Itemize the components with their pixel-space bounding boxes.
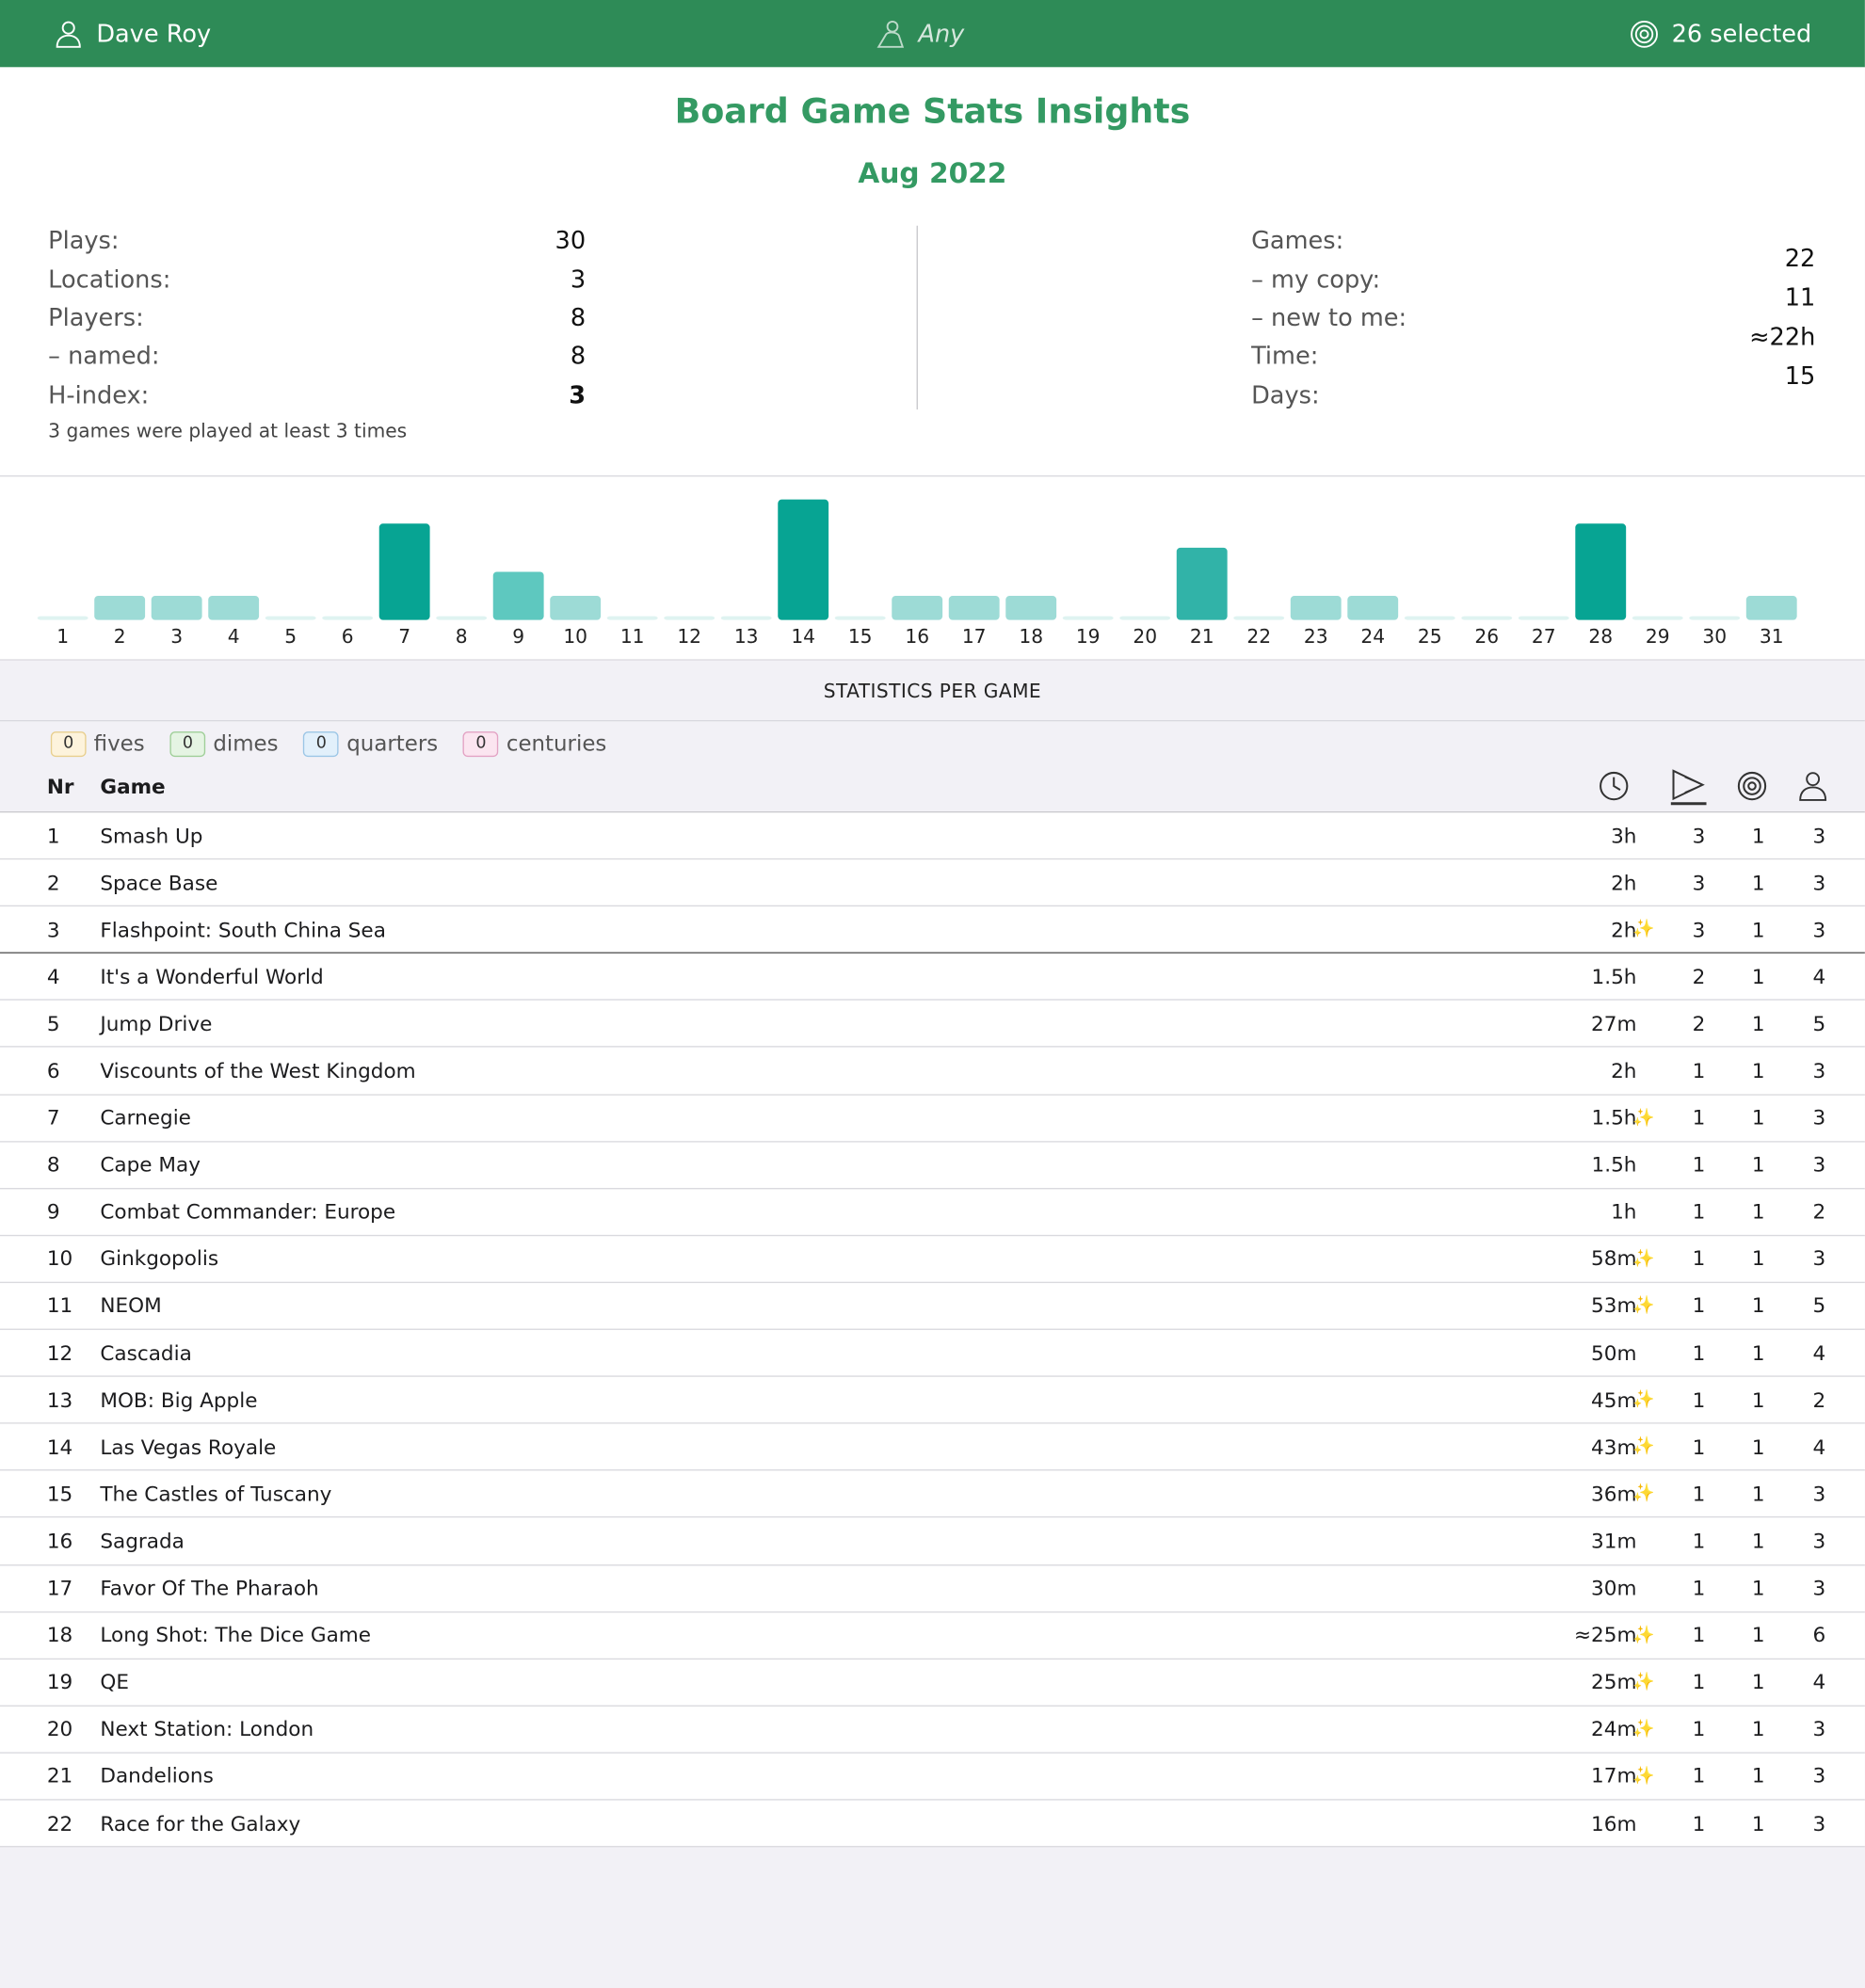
row-number: 21 [46, 1764, 73, 1788]
location-selector[interactable] [1629, 19, 1811, 49]
chart-bar-day-11 [607, 617, 658, 620]
player-count: 3 [1812, 1246, 1826, 1272]
chart-bar-day-10 [550, 596, 601, 620]
section-title: STATISTICS PER GAME [0, 661, 1865, 722]
player-count: 3 [1812, 1482, 1826, 1506]
sparkles-icon: ✨ [1632, 1625, 1655, 1645]
location-count: 1 [1751, 1529, 1765, 1553]
stat-label: – my copy: [1251, 265, 1381, 294]
chart-tick-label: 5 [284, 624, 297, 648]
chart-bar-day-27 [1519, 617, 1569, 620]
milestone-legend [51, 731, 622, 757]
location-count: 1 [1751, 870, 1765, 895]
chart-bar-day-26 [1461, 617, 1512, 620]
selection-count: 26 selected [1671, 19, 1812, 48]
location-count: 1 [1751, 1293, 1765, 1319]
play-icon[interactable] [1669, 767, 1707, 805]
period-title: Aug 2022 [858, 158, 1007, 191]
daily-plays-chart-svg [0, 476, 1865, 660]
player-count: 3 [1812, 917, 1826, 942]
row-number: 3 [46, 917, 60, 942]
location-count: 1 [1751, 1435, 1765, 1459]
chart-bar-day-6 [322, 617, 373, 620]
clock-icon[interactable] [1598, 770, 1631, 803]
chart-tick-label: 20 [1133, 624, 1158, 648]
chart-tick-label: 12 [677, 624, 702, 648]
table-row[interactable] [0, 1236, 1865, 1283]
play-count: 1 [1692, 1482, 1706, 1506]
stat-label: – new to me: [1251, 304, 1407, 332]
player-count: 4 [1812, 1435, 1826, 1459]
chart-tick-label: 9 [512, 624, 525, 648]
row-number: 2 [46, 870, 60, 895]
chart-tick-label: 10 [563, 624, 588, 648]
table-row[interactable] [0, 1330, 1865, 1377]
stat-value: 3 [570, 265, 587, 294]
row-number: 4 [46, 964, 60, 989]
location-count: 1 [1751, 1717, 1765, 1741]
chart-bar-day-29 [1632, 617, 1683, 620]
play-time: 3h [1611, 823, 1637, 848]
chart-bar-day-15 [835, 617, 886, 620]
game-name: Next Station: London [100, 1717, 314, 1741]
play-time: 24m [1591, 1717, 1637, 1741]
chart-tick-label: 1 [56, 624, 70, 648]
chart-tick-label: 6 [341, 624, 354, 648]
legend-count: 0 [463, 731, 499, 757]
player-filter-icon [876, 19, 906, 49]
chart-bar-day-4 [208, 596, 259, 620]
table-row[interactable] [0, 1518, 1865, 1565]
row-number: 12 [46, 1340, 73, 1366]
stat-label: H-index: [48, 381, 150, 409]
table-row[interactable] [0, 1001, 1865, 1048]
player-count: 4 [1812, 1340, 1826, 1366]
chart-tick-label: 28 [1588, 624, 1614, 648]
legend-label: fives [93, 731, 145, 758]
row-number: 14 [46, 1435, 73, 1459]
stat-value: 3 [569, 381, 587, 409]
table-row[interactable] [0, 1095, 1865, 1142]
location-count: 1 [1751, 823, 1765, 848]
player-count: 3 [1812, 1529, 1826, 1553]
row-number: 15 [46, 1482, 73, 1506]
chart-tick-label: 8 [455, 624, 468, 648]
target-icon[interactable] [1735, 770, 1768, 803]
target-icon [1629, 19, 1659, 49]
chart-bar-day-8 [436, 617, 487, 620]
play-count: 1 [1692, 1764, 1706, 1788]
play-count: 1 [1692, 1246, 1706, 1272]
play-time: 30m [1591, 1576, 1637, 1600]
play-time: 2h [1611, 1058, 1637, 1083]
stat-label: Locations: [48, 265, 171, 294]
chart-bar-day-12 [664, 617, 715, 620]
game-name: Smash Up [100, 823, 203, 848]
player-count: 3 [1812, 1576, 1826, 1600]
table-row[interactable] [0, 859, 1865, 906]
sparkles-icon: ✨ [1632, 1672, 1655, 1692]
location-count: 1 [1751, 1623, 1765, 1647]
player-count: 3 [1812, 1152, 1826, 1178]
top-bar [0, 0, 1865, 67]
chart-bar-day-21 [1177, 548, 1228, 620]
play-count: 3 [1692, 870, 1706, 895]
row-number: 17 [46, 1576, 73, 1600]
location-count: 1 [1751, 1670, 1765, 1694]
location-count: 1 [1751, 1387, 1765, 1413]
chart-tick-label: 16 [905, 624, 930, 648]
stat-label: Players: [48, 304, 144, 332]
play-time: 1.5h [1591, 1105, 1637, 1130]
legend-count: 0 [170, 731, 206, 757]
play-count: 2 [1692, 1011, 1706, 1036]
row-number: 11 [46, 1293, 73, 1319]
game-name: Las Vegas Royale [100, 1435, 277, 1459]
play-time: 31m [1591, 1529, 1637, 1553]
chart-tick-label: 31 [1759, 624, 1784, 648]
player-count: 3 [1812, 1764, 1826, 1788]
table-row[interactable] [0, 1565, 1865, 1612]
stat-locations [48, 261, 586, 299]
stat-value: 22 [1784, 245, 1816, 274]
play-time: 27m [1591, 1011, 1637, 1036]
stat-label: Plays: [48, 227, 120, 255]
stat-h-index [48, 376, 586, 414]
legend-fives [51, 731, 145, 757]
chart-tick-label: 15 [847, 624, 873, 648]
row-number: 7 [46, 1105, 60, 1130]
play-time: 1.5h [1591, 1152, 1637, 1178]
sparkles-icon: ✨ [1632, 919, 1655, 940]
daily-plays-chart [0, 476, 1865, 660]
chart-tick-label: 21 [1189, 624, 1214, 648]
chart-bar-day-7 [379, 523, 430, 619]
game-name: QE [100, 1670, 129, 1694]
game-name: Race for the Galaxy [100, 1811, 301, 1836]
play-time: 1h [1611, 1199, 1637, 1225]
play-time: 17m [1591, 1764, 1637, 1788]
location-count: 1 [1751, 917, 1765, 942]
game-name: MOB: Big Apple [100, 1387, 258, 1413]
stat-label: Days: [1251, 381, 1320, 409]
sparkles-icon: ✨ [1632, 1766, 1655, 1787]
table-row[interactable] [0, 1612, 1865, 1659]
chart-bar-day-3 [152, 596, 202, 620]
chart-bar-day-31 [1746, 596, 1797, 620]
location-count: 1 [1751, 1811, 1765, 1836]
chart-tick-label: 4 [227, 624, 240, 648]
play-time: ≈25m [1573, 1623, 1637, 1647]
chart-bar-day-24 [1347, 596, 1398, 620]
row-number: 8 [46, 1152, 60, 1178]
chart-tick-label: 2 [113, 624, 126, 648]
play-count: 3 [1692, 917, 1706, 942]
chart-tick-label: 30 [1702, 624, 1728, 648]
legend-dimes [170, 731, 279, 757]
location-count: 1 [1751, 1482, 1765, 1506]
chart-tick-label: 18 [1019, 624, 1044, 648]
table-header [0, 721, 1865, 812]
player-count: 4 [1812, 964, 1826, 989]
table-row[interactable] [0, 812, 1865, 859]
player-count: 6 [1812, 1623, 1826, 1647]
sparkles-icon: ✨ [1632, 1389, 1655, 1410]
stat-value: 8 [570, 304, 587, 332]
play-count: 1 [1692, 1623, 1706, 1647]
location-count: 1 [1751, 1576, 1765, 1600]
game-name: Flashpoint: South China Sea [100, 917, 386, 942]
stats-left [48, 222, 586, 442]
chart-bar-day-13 [721, 617, 772, 620]
table-row[interactable] [0, 954, 1865, 1001]
sparkles-icon: ✨ [1632, 1107, 1655, 1129]
stat-label: – named: [48, 343, 160, 371]
chart-tick-label: 7 [398, 624, 411, 648]
player-filter-label: Any [918, 19, 965, 48]
chart-tick-label: 13 [733, 624, 759, 648]
play-count: 1 [1692, 1717, 1706, 1741]
row-number: 1 [46, 823, 60, 848]
row-number: 10 [46, 1246, 73, 1272]
game-name: Viscounts of the West Kingdom [100, 1058, 416, 1083]
player-count: 3 [1812, 1105, 1826, 1130]
chart-tick-label: 24 [1360, 624, 1386, 648]
play-time: 2h [1611, 917, 1637, 942]
table-row[interactable] [0, 1283, 1865, 1330]
chart-bar-day-20 [1119, 617, 1170, 620]
chart-bar-day-30 [1689, 617, 1740, 620]
play-time: 58m [1591, 1246, 1637, 1272]
row-number: 22 [46, 1811, 73, 1836]
chart-bar-day-1 [38, 617, 88, 620]
location-count: 1 [1751, 1246, 1765, 1272]
location-count: 1 [1751, 1105, 1765, 1130]
chart-tick-label: 14 [791, 624, 816, 648]
table-row[interactable] [0, 1707, 1865, 1754]
play-count: 1 [1692, 1435, 1706, 1459]
chart-tick-label: 25 [1417, 624, 1442, 648]
row-number: 5 [46, 1011, 60, 1036]
game-name: NEOM [100, 1293, 162, 1319]
play-time: 25m [1591, 1670, 1637, 1694]
user-name: Dave Roy [96, 19, 212, 48]
legend-label: quarters [346, 731, 439, 758]
chart-bar-day-17 [949, 596, 1000, 620]
play-count: 1 [1692, 1811, 1706, 1836]
location-count: 1 [1751, 964, 1765, 989]
player-count: 3 [1812, 1717, 1826, 1741]
row-number: 13 [46, 1387, 73, 1413]
stat-value: ≈22h [1749, 323, 1816, 352]
table-row[interactable] [0, 1659, 1865, 1707]
table-row[interactable] [0, 1189, 1865, 1236]
table-row[interactable] [0, 1471, 1865, 1518]
player-count: 2 [1812, 1387, 1826, 1413]
row-number: 18 [46, 1623, 73, 1647]
game-name: Combat Commander: Europe [100, 1199, 396, 1225]
game-name: Favor Of The Pharaoh [100, 1576, 319, 1600]
play-time: 43m [1591, 1435, 1637, 1459]
row-number: 19 [46, 1670, 73, 1694]
game-name: It's a Wonderful World [100, 964, 324, 989]
player-count: 4 [1812, 1670, 1826, 1694]
chart-tick-label: 19 [1075, 624, 1101, 648]
play-count: 1 [1692, 1670, 1706, 1694]
chart-bar-day-18 [1005, 596, 1056, 620]
table-row[interactable] [0, 1754, 1865, 1801]
game-name: Jump Drive [100, 1011, 213, 1036]
stat-value: 11 [1784, 283, 1816, 313]
play-count: 1 [1692, 1293, 1706, 1319]
location-count: 1 [1751, 1340, 1765, 1366]
play-count: 1 [1692, 1576, 1706, 1600]
chart-bar-day-16 [892, 596, 942, 620]
stat-label: Games: [1251, 227, 1344, 255]
stats-divider [917, 226, 918, 409]
location-count: 1 [1751, 1152, 1765, 1178]
player-count: 2 [1812, 1199, 1826, 1225]
sparkles-icon: ✨ [1632, 1295, 1655, 1317]
chart-bar-day-25 [1405, 617, 1455, 620]
game-name: Space Base [100, 870, 218, 895]
location-count: 1 [1751, 1058, 1765, 1083]
chart-bar-day-14 [778, 500, 828, 620]
page-title: Board Game Stats Insights [674, 92, 1191, 133]
chart-tick-label: 17 [961, 624, 987, 648]
h-index-note: 3 games were played at least 3 times [48, 419, 408, 443]
chart-bar-day-5 [265, 617, 316, 620]
sparkles-icon: ✨ [1632, 1719, 1655, 1740]
stat-players [48, 299, 586, 338]
play-count: 1 [1692, 1105, 1706, 1130]
player-count: 5 [1812, 1293, 1826, 1319]
table-row[interactable] [0, 1424, 1865, 1471]
game-name: Dandelions [100, 1764, 214, 1788]
player-count: 3 [1812, 1811, 1826, 1836]
user-selector[interactable] [54, 19, 212, 49]
legend-label: centuries [506, 731, 607, 758]
game-name: Sagrada [100, 1529, 185, 1553]
stats-right-labels [1251, 222, 1407, 415]
chart-tick-label: 3 [170, 624, 184, 648]
player-count: 3 [1812, 870, 1826, 895]
play-time: 1.5h [1591, 964, 1637, 989]
chart-bar-day-9 [493, 571, 544, 619]
play-count: 1 [1692, 1152, 1706, 1178]
empty-area [0, 1847, 1865, 1988]
game-name: Cascadia [100, 1340, 192, 1366]
play-time: 50m [1591, 1340, 1637, 1366]
column-header-nr[interactable]: Nr [46, 774, 74, 799]
row-number: 9 [46, 1199, 60, 1225]
sparkles-icon: ✨ [1632, 1483, 1655, 1504]
chart-tick-label: 26 [1474, 624, 1500, 648]
play-time: 16m [1591, 1811, 1637, 1836]
stat-label: Time: [1251, 343, 1319, 371]
game-name: Cape May [100, 1152, 201, 1178]
play-count: 1 [1692, 1199, 1706, 1225]
table-row[interactable] [0, 1801, 1865, 1848]
chart-bar-day-2 [94, 596, 145, 620]
player-count: 5 [1812, 1011, 1826, 1036]
person-icon[interactable] [1796, 770, 1829, 803]
play-count: 2 [1692, 964, 1706, 989]
stat-plays [48, 222, 586, 261]
legend-centuries [463, 731, 606, 757]
sparkles-icon: ✨ [1632, 1436, 1655, 1457]
game-name: Carnegie [100, 1105, 191, 1130]
player-count: 3 [1812, 823, 1826, 848]
chart-tick-label: 23 [1303, 624, 1328, 648]
game-name: Long Shot: The Dice Game [100, 1623, 372, 1647]
player-filter[interactable] [876, 19, 965, 49]
sparkles-icon: ✨ [1632, 1248, 1655, 1270]
play-time: 36m [1591, 1482, 1637, 1506]
location-count: 1 [1751, 1764, 1765, 1788]
play-count: 1 [1692, 1340, 1706, 1366]
chart-bar-day-22 [1233, 617, 1284, 620]
chart-bar-day-23 [1291, 596, 1342, 620]
play-count: 3 [1692, 823, 1706, 848]
row-number: 6 [46, 1058, 60, 1083]
person-icon [54, 19, 84, 49]
play-time: 2h [1611, 870, 1637, 895]
play-time: 53m [1591, 1293, 1637, 1319]
chart-tick-label: 27 [1531, 624, 1556, 648]
column-header-game[interactable]: Game [100, 774, 166, 799]
table-row[interactable] [0, 1048, 1865, 1095]
legend-label: dimes [213, 731, 279, 758]
legend-count: 0 [303, 731, 339, 757]
stat-value: 8 [570, 343, 587, 371]
games-table [0, 812, 1865, 1847]
legend-count: 0 [51, 731, 87, 757]
legend-quarters [303, 731, 438, 757]
chart-tick-label: 11 [619, 624, 645, 648]
stat-named-players [48, 338, 586, 377]
play-count: 1 [1692, 1529, 1706, 1553]
player-count: 3 [1812, 1058, 1826, 1083]
row-number: 20 [46, 1717, 73, 1741]
summary-panel [0, 67, 1865, 476]
table-row[interactable] [0, 1142, 1865, 1189]
stat-value: 15 [1784, 361, 1816, 391]
chart-tick-label: 22 [1246, 624, 1272, 648]
stat-value: 30 [555, 227, 587, 255]
play-time: 45m [1591, 1387, 1637, 1413]
stats-right-values [1749, 240, 1815, 396]
row-number: 16 [46, 1529, 73, 1553]
location-count: 1 [1751, 1011, 1765, 1036]
chart-bar-day-19 [1063, 617, 1114, 620]
chart-bar-day-28 [1575, 523, 1626, 619]
table-row[interactable] [0, 906, 1865, 954]
game-name: Ginkgopolis [100, 1246, 219, 1272]
chart-tick-label: 29 [1645, 624, 1670, 648]
play-count: 1 [1692, 1387, 1706, 1413]
game-name: The Castles of Tuscany [100, 1482, 332, 1506]
play-count: 1 [1692, 1058, 1706, 1083]
table-row[interactable] [0, 1377, 1865, 1424]
location-count: 1 [1751, 1199, 1765, 1225]
